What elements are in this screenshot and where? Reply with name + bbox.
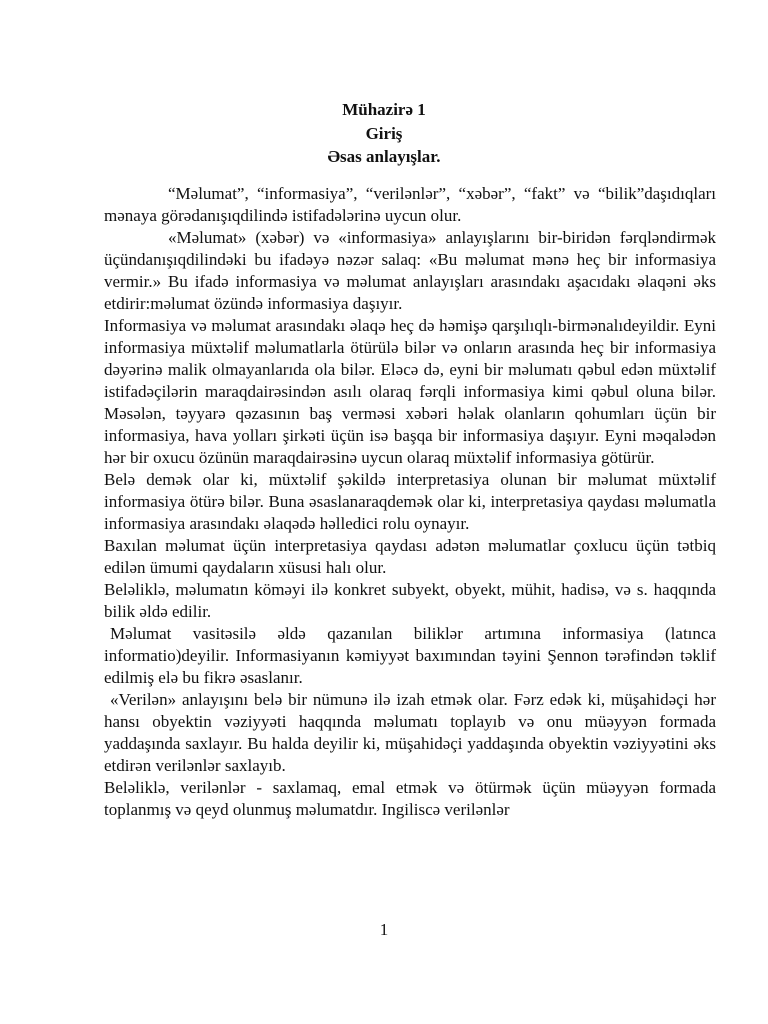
lecture-subtitle: Giriş — [365, 123, 403, 143]
paragraph-5: Baxılan məlumat üçün interpretasiya qaydası adətən məlumatlar çoxlucu üçün tətbiq edilən ümumi qaydaların xüsusi halı olur. — [104, 536, 716, 577]
paragraph-8: «Verilən» anlayışını belə bir nümunə ilə izah etmək olar. Fərz edək ki, müşahidəçi hər hansı obyektin vəziyyəti haqqında məlumatı toplayıb və onu müəyyən formada yaddaşında saxlayır. Bu halda deyilir ki, müşahidəçi yaddaşında obyektin vəziyyətini əks etdirən verilənlər saxlayıb. — [104, 690, 716, 775]
lecture-title: Mühazirə 1 — [342, 100, 426, 119]
paragraph-4: Belə demək olar ki, müxtəlif şəkildə interpretasiya olunan bir məlumat müxtəlif informasiya ötürə bilər. Buna əsaslanaraqdemək olar ki, interpretasiya qaydası məlumatla informasiya arasındakı əlaqədə həlledici rolu oynayır. — [104, 470, 716, 533]
page-number: 1 — [379, 920, 389, 939]
section-heading: Əsas anlayışlar. — [327, 147, 441, 166]
paragraph-2: «Məlumat» (xəbər) və «informasiya» anlayışlarını bir-biridən fərqləndirmək üçündanışıqdilindəki bu ifadəyə nəzər salaq: «Bu məlumat mənə heç bir informasiya vermir.» Bu ifadə informasiya və məlumat anlayışları arasındakı aşacıdakı əlaqəni əks etdirir:məlumat özündə informasiya daşıyır. — [104, 228, 716, 313]
paragraph-9: Beləliklə, verilənlər - saxlamaq, emal etmək və ötürmək üçün müəyyən formada toplanmış və qeyd olunmuş məlumatdır. Ingiliscə verilənlər — [104, 778, 716, 819]
body-text — [104, 183, 716, 821]
paragraph-6: Beləliklə, məlumatın köməyi ilə konkret subyekt, obyekt, mühit, hadisə, və s. haqqında bilik əldə edilir. — [104, 580, 716, 621]
paragraph-3: Informasiya və məlumat arasındakı əlaqə heç də həmişə qarşılıqlı-birmənalıdeyildir. Eyni informasiya müxtəlif məlumatlarla ötürülə bilər və onların arasında heç bir informasiya dəyərinə malik olmayanlarıda ola bilər. Eləcə də, eyni bir məlumatı qəbul edən müxtəlif istifadəçilərin maraqdairəsindən asılı olaraq fərqli informasiya kimi qəbul oluna bilər. Məsələn, təyyarə qəzasının baş verməsi xəbəri həlak olanların qohumları üçün bir informasiya, hava yolları şirkəti üçün isə başqa bir informasiya daşıyır. Eyni məqalədən hər bir oxucu özünün maraqdairəsinə uycun olaraq müxtəlif informasiya götürür. — [104, 316, 716, 467]
title-block — [0, 98, 768, 169]
paragraph-1: “Məlumat”, “informasiya”, “verilənlər”, “xəbər”, “fakt” və “bilik”daşıdıqları mənaya görədanışıqdilində istifadələrinə uycun olur. — [104, 184, 716, 225]
paragraph-7: Məlumat vasitəsilə əldə qazanılan biliklər artımına informasiya (latınca informatio)deyilir. Informasiyanın kəmiyyət baxımından təyini Şennon tərəfindən təklif edilmiş elə bu fikrə əsaslanır. — [104, 624, 716, 687]
